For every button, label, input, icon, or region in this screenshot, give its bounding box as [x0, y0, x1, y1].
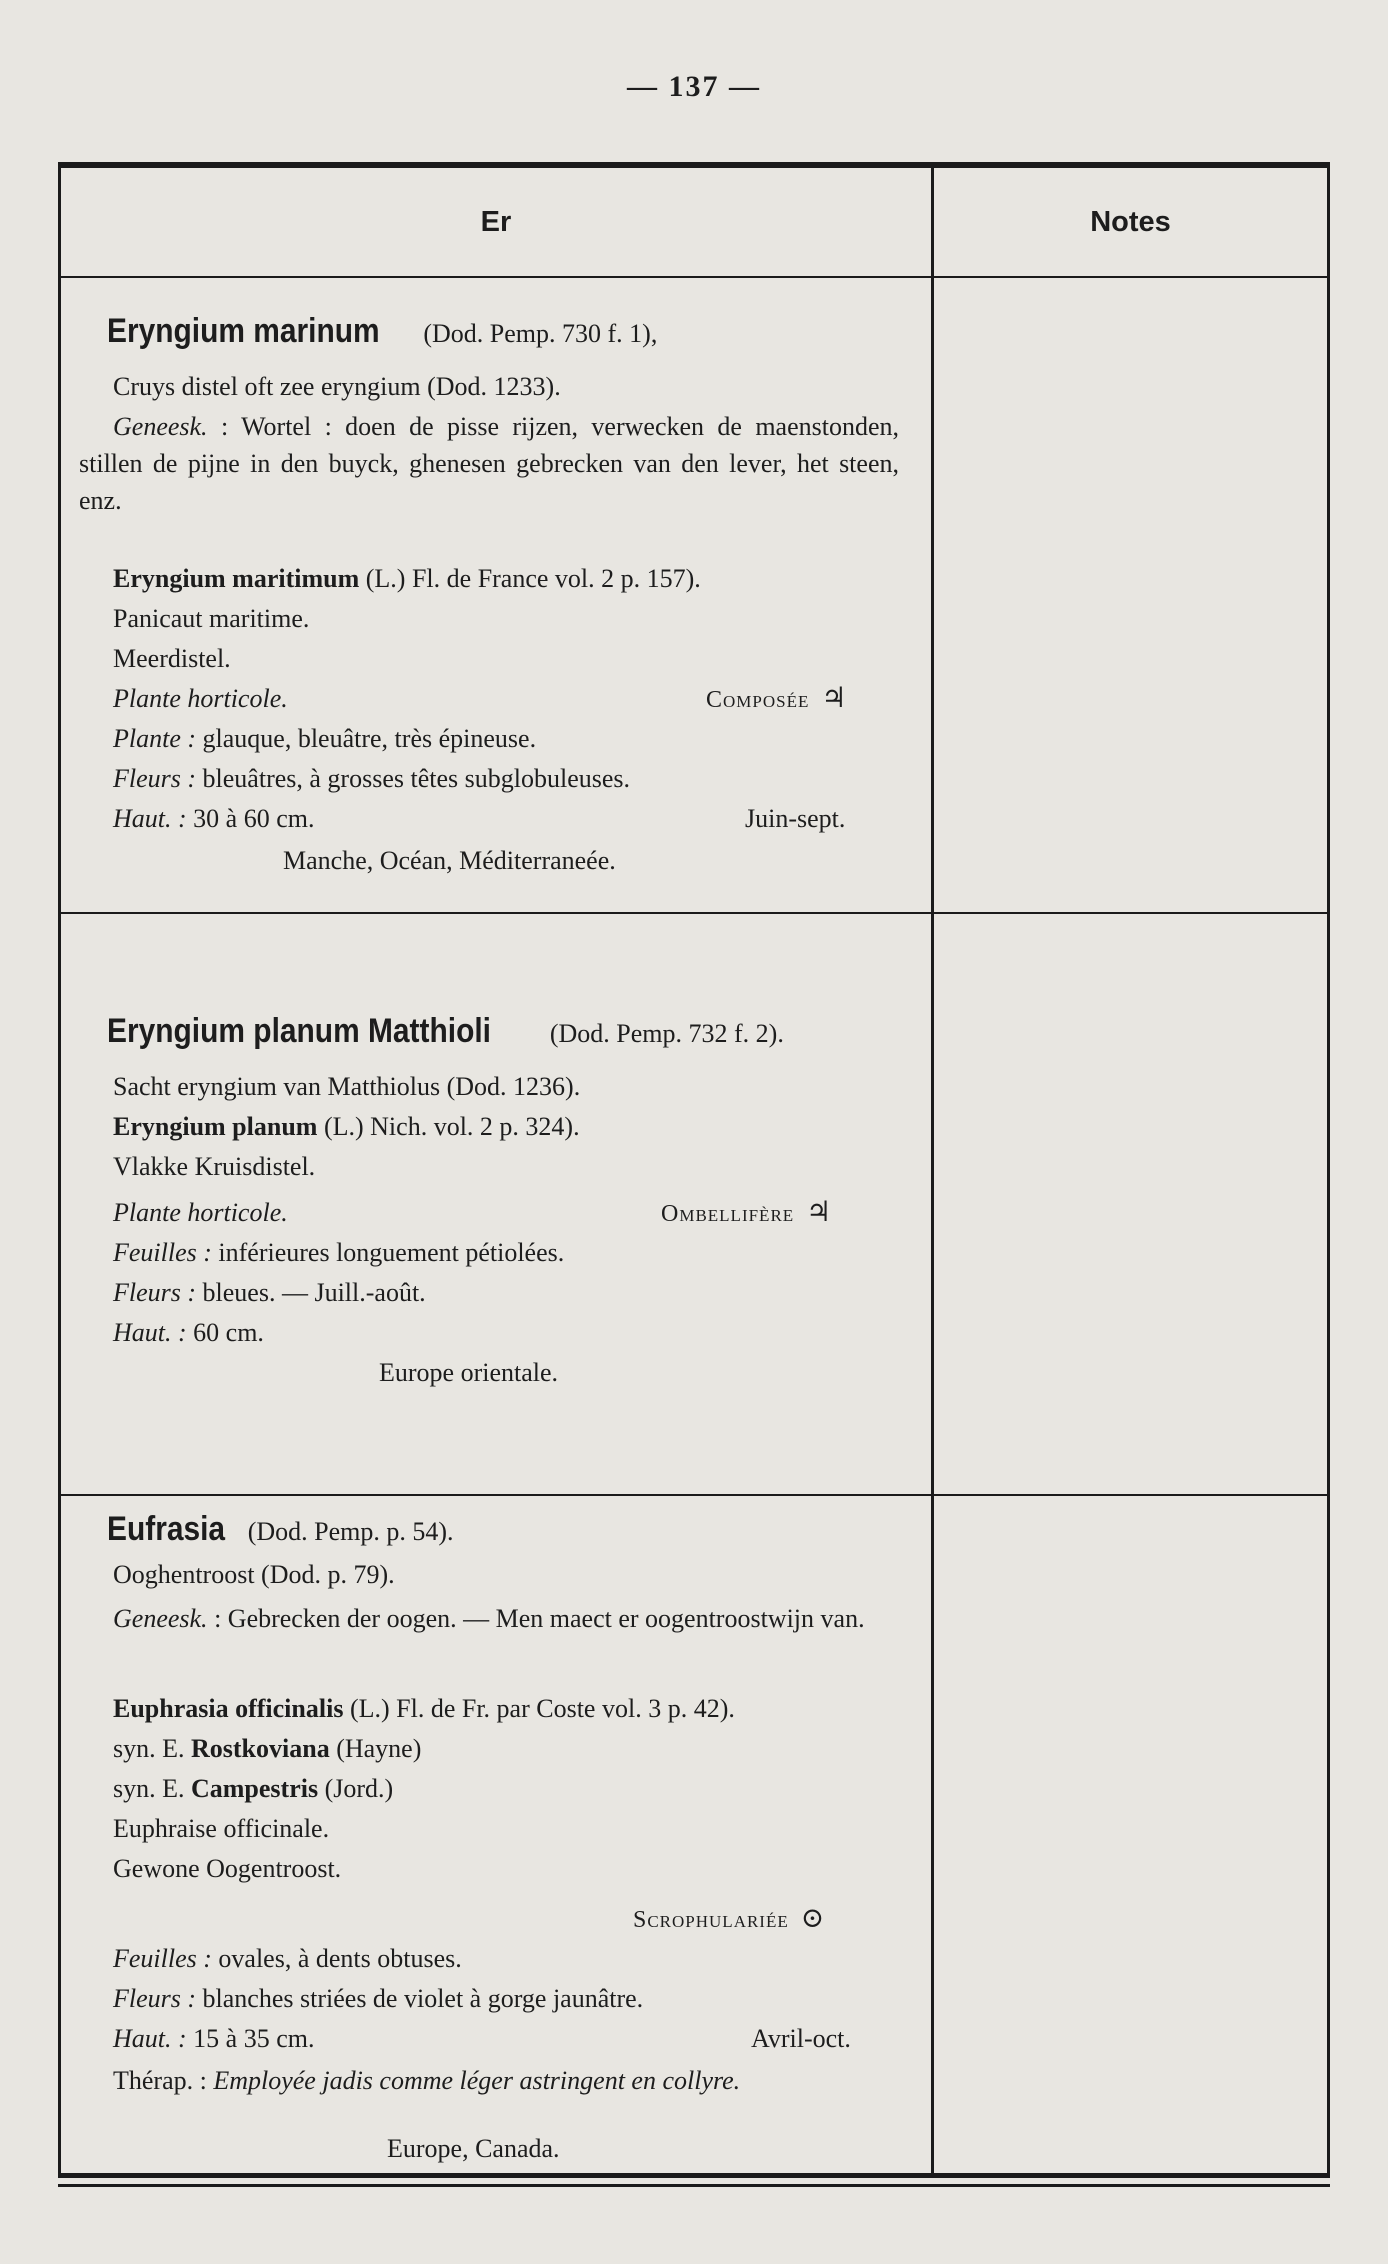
feuilles-text: ovales, à dents obtuses. — [218, 1944, 462, 1973]
haut-label: Haut. : — [113, 1318, 187, 1347]
genus-reference: (Dod. Pemp. 732 f. 2). — [549, 1019, 784, 1048]
entry-separator-2 — [61, 1494, 1327, 1496]
fleurs-text: bleuâtres, à grosses têtes subglobuleuses. — [202, 764, 631, 793]
genus-name: Eryngium planum Matthioli — [107, 1012, 491, 1050]
family-line — [633, 1904, 824, 1935]
range: Europe, Canada. — [387, 2134, 560, 2163]
bottom-rule — [58, 2184, 1330, 2187]
genus-name: Eryngium marinum — [107, 312, 380, 350]
perennial-symbol: ♃ — [821, 683, 847, 714]
synonym-name: Rostkoviana — [191, 1734, 330, 1763]
perennial-symbol: ♃ — [806, 1197, 832, 1228]
family-name: Scrophulariée — [633, 1907, 789, 1933]
common-name-fr: Euphraise officinale. — [113, 1814, 330, 1843]
synonym-author: (Hayne) — [336, 1734, 422, 1763]
haut-line — [113, 1318, 264, 1348]
therap-paragraph — [79, 2062, 899, 2099]
genus-name: Eufrasia — [107, 1510, 226, 1548]
common-name-nl: Gewone Oogentroost. — [113, 1854, 342, 1883]
haut-text: 15 à 35 cm. — [193, 2024, 315, 2053]
column-divider — [931, 168, 934, 2173]
family-name: Ombellifère — [661, 1201, 795, 1227]
species-name: Eryngium planum — [113, 1112, 318, 1141]
haut-text: 60 cm. — [193, 1318, 264, 1347]
fleurs-line — [113, 1984, 643, 2014]
geneesk-paragraph — [79, 1600, 899, 1637]
fleurs-line — [113, 1278, 426, 1308]
synonym-prefix: syn. E. — [113, 1774, 185, 1803]
fleurs-label: Fleurs : — [113, 764, 197, 793]
fleurs-text: blanches striées de violet à gorge jaunâtre. — [202, 1984, 644, 2013]
fleurs-text: bleues. — Juill.-août. — [202, 1278, 426, 1307]
annual-symbol: ⊙ — [800, 1903, 825, 1934]
geneesk-text: : Wortel : doen de pisse rijzen, verwecken de maenstonden, stillen de pijne in den buyck, ghenesen gebrecken van den lever, het steen, enz. — [79, 412, 900, 515]
synonym-name: Campestris — [191, 1774, 319, 1803]
table-frame — [58, 162, 1330, 2178]
genus-reference: (Dod. Pemp. 730 f. 1), — [423, 319, 658, 348]
feuilles-line — [113, 1944, 462, 1974]
haut-line — [113, 2024, 314, 2054]
species-reference: (L.) Fl. de Fr. par Coste vol. 3 p. 42). — [349, 1694, 735, 1723]
range: Manche, Océan, Méditerraneée. — [283, 846, 616, 875]
synonym-2 — [113, 1774, 393, 1804]
header-rule — [61, 276, 1327, 278]
dutch-name-line: Cruys distel oft zee eryngium (Dod. 1233). — [113, 372, 561, 401]
species-reference: (L.) Nich. vol. 2 p. 324). — [323, 1112, 580, 1141]
genus-reference: (Dod. Pemp. p. 54). — [247, 1517, 454, 1546]
common-name-nl: Meerdistel. — [113, 644, 231, 673]
plante-type: Plante horticole. — [113, 684, 288, 713]
page-number: — 137 — — [627, 70, 761, 103]
synonym-1 — [113, 1734, 421, 1764]
plante-line — [113, 724, 536, 754]
geneesk-text: : Gebrecken der oogen. — Men maect er oogentroostwijn van. — [214, 1604, 865, 1633]
family-line — [706, 684, 846, 715]
season: Avril-oct. — [751, 2024, 851, 2053]
family-line — [661, 1198, 831, 1229]
plante-text: glauque, bleuâtre, très épineuse. — [202, 724, 537, 753]
season: Juin-sept. — [745, 804, 846, 833]
feuilles-label: Feuilles : — [113, 1944, 212, 1973]
therap-text: Employée jadis comme léger astringent en collyre. — [213, 2066, 741, 2095]
fleurs-label: Fleurs : — [113, 1984, 197, 2013]
therap-label: Thérap. : — [113, 2066, 207, 2095]
column-header-er: Er — [480, 206, 512, 238]
common-name-nl: Vlakke Kruisdistel. — [113, 1152, 316, 1181]
dutch-name-line: Sacht eryngium van Matthiolus (Dod. 1236). — [113, 1072, 581, 1101]
entry-heading — [107, 312, 658, 350]
species-line — [113, 564, 701, 594]
entry-heading — [107, 1012, 784, 1050]
species-reference: (L.) Fl. de France vol. 2 p. 157). — [365, 564, 701, 593]
haut-text: 30 à 60 cm. — [193, 804, 315, 833]
fleurs-label: Fleurs : — [113, 1278, 197, 1307]
column-header-notes: Notes — [1090, 206, 1171, 238]
entry-heading — [107, 1510, 454, 1548]
plante-type: Plante horticole. — [113, 1198, 288, 1227]
species-line — [113, 1694, 735, 1724]
feuilles-text: inférieures longuement pétiolées. — [218, 1238, 565, 1267]
haut-label: Haut. : — [113, 804, 187, 833]
feuilles-line — [113, 1238, 564, 1268]
feuilles-label: Feuilles : — [113, 1238, 212, 1267]
range: Europe orientale. — [379, 1358, 559, 1387]
geneesk-paragraph — [79, 408, 899, 519]
species-name: Euphrasia officinalis — [113, 1694, 344, 1723]
synonym-author: (Jord.) — [324, 1774, 394, 1803]
species-line — [113, 1112, 580, 1142]
family-name: Composée — [706, 687, 810, 713]
plante-label: Plante : — [113, 724, 197, 753]
common-name-fr: Panicaut maritime. — [113, 604, 310, 633]
fleurs-line — [113, 764, 630, 794]
geneesk-label: Geneesk. — [113, 412, 208, 441]
entry-separator-1 — [61, 912, 1327, 914]
geneesk-label: Geneesk. — [113, 1604, 208, 1633]
haut-label: Haut. : — [113, 2024, 187, 2053]
synonym-prefix: syn. E. — [113, 1734, 185, 1763]
dutch-name-line: Ooghentroost (Dod. p. 79). — [113, 1560, 395, 1589]
species-name: Eryngium maritimum — [113, 564, 360, 593]
haut-line — [113, 804, 314, 834]
